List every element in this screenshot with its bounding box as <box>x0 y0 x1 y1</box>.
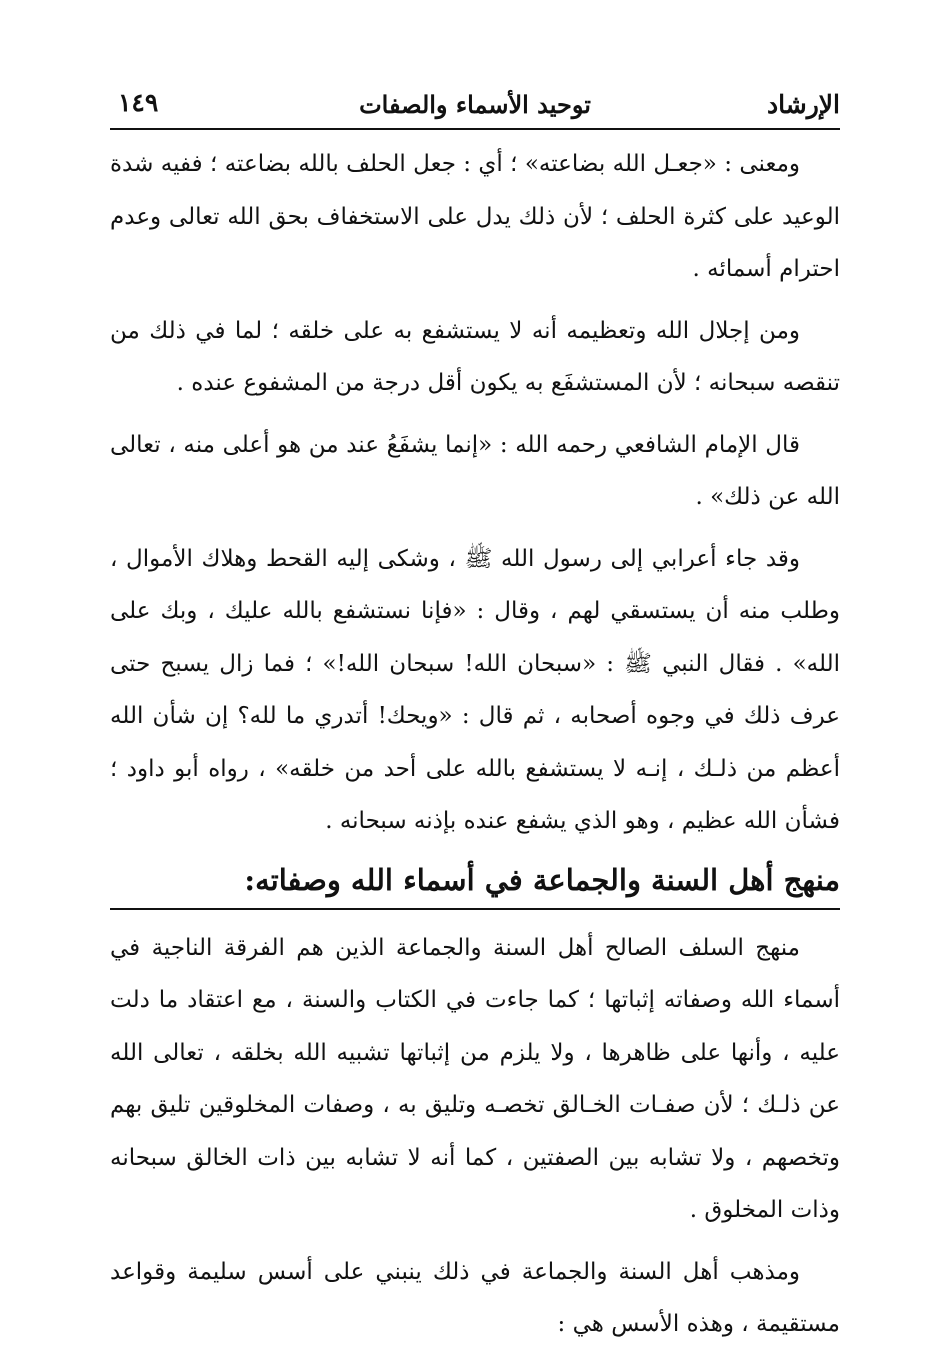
section-body <box>110 910 840 1351</box>
page-number: ١٤٩ <box>118 88 159 117</box>
section-heading: منهج أهل السنة والجماعة في أسماء الله وصفاته: <box>110 856 840 910</box>
paragraph-shafii-quote: قال الإمام الشافعي رحمه الله : «إنما يشفَعُ عند من هو أعلى منه ، تعالى الله عن ذلك» . <box>110 431 840 510</box>
paragraph-foundations: ومذهب أهل السنة والجماعة في ذلك ينبني على أسس سليمة وقواعد مستقيمة ، وهذه الأسس هي : <box>110 1258 840 1337</box>
paragraph-meaning: ومعنى : «جعـل الله بضاعته» ؛ أي : جعل الحلف بالله بضاعته ؛ ففيه شدة الوعيد على كثرة الحلف ؛ لأن ذلك يدل على الاستخفاف بحق الله تعالى وعدم احترام أسمائه . <box>110 151 840 282</box>
paragraph-salaf-method: منهج السلف الصالح أهل السنة والجماعة الذين هم الفرقة الناجية في أسماء الله وصفاته إثباتها ؛ كما جاءت في الكتاب والسنة ، مع اعتقاد ما دلت عليه ، وأنها على ظاهرها ، ولا يلزم من إثباتها تشبيه الله بخلقه ، تعالى الله عن ذلـك ؛ لأن صفـات الخـالق تخصـه وتليق به ، وصفات المخلوقين تليق بهم وتخصهم ، ولا تشابه بين الصفتين ، كما أنه لا تشابه بين ذات الخالق سبحانه وذات المخلوق . <box>110 934 840 1223</box>
running-header <box>110 88 840 130</box>
book-page <box>110 88 840 1351</box>
header-chapter-title: توحيد الأسماء والصفات <box>359 90 591 119</box>
paragraph-intercession: ومن إجلال الله وتعظيمه أنه لا يستشفع به على خلقه ؛ لما في ذلك من تنقصه سبحانه ؛ لأن المستشفَع به يكون أقل درجة من المشفوع عنده . <box>110 317 840 396</box>
paragraph-bedouin-hadith: وقد جاء أعرابي إلى رسول الله ﷺ ، وشكى إليه القحط وهلاك الأموال ، وطلب منه أن يستسقي لهم ، وقال : «فإنا نستشفع بالله عليك ، وبك على الله» . فقال النبي ﷺ : «سبحان الله! سبحان الله!» ؛ فما زال يسبح حتى عرف ذلك في وجوه أصحابه ، ثم قال : «ويحك! أتدري ما لله؟ إن شأن الله أعظم من ذلـك ، إنـه لا يستشفع بالله على أحد من خلقه» ، رواه أبو داود ؛ فشأن الله عظيم ، وهو الذي يشفع عنده بإذنه سبحانه . <box>110 545 840 834</box>
body-text <box>110 130 840 848</box>
header-book-title: الإرشاد <box>767 90 840 119</box>
